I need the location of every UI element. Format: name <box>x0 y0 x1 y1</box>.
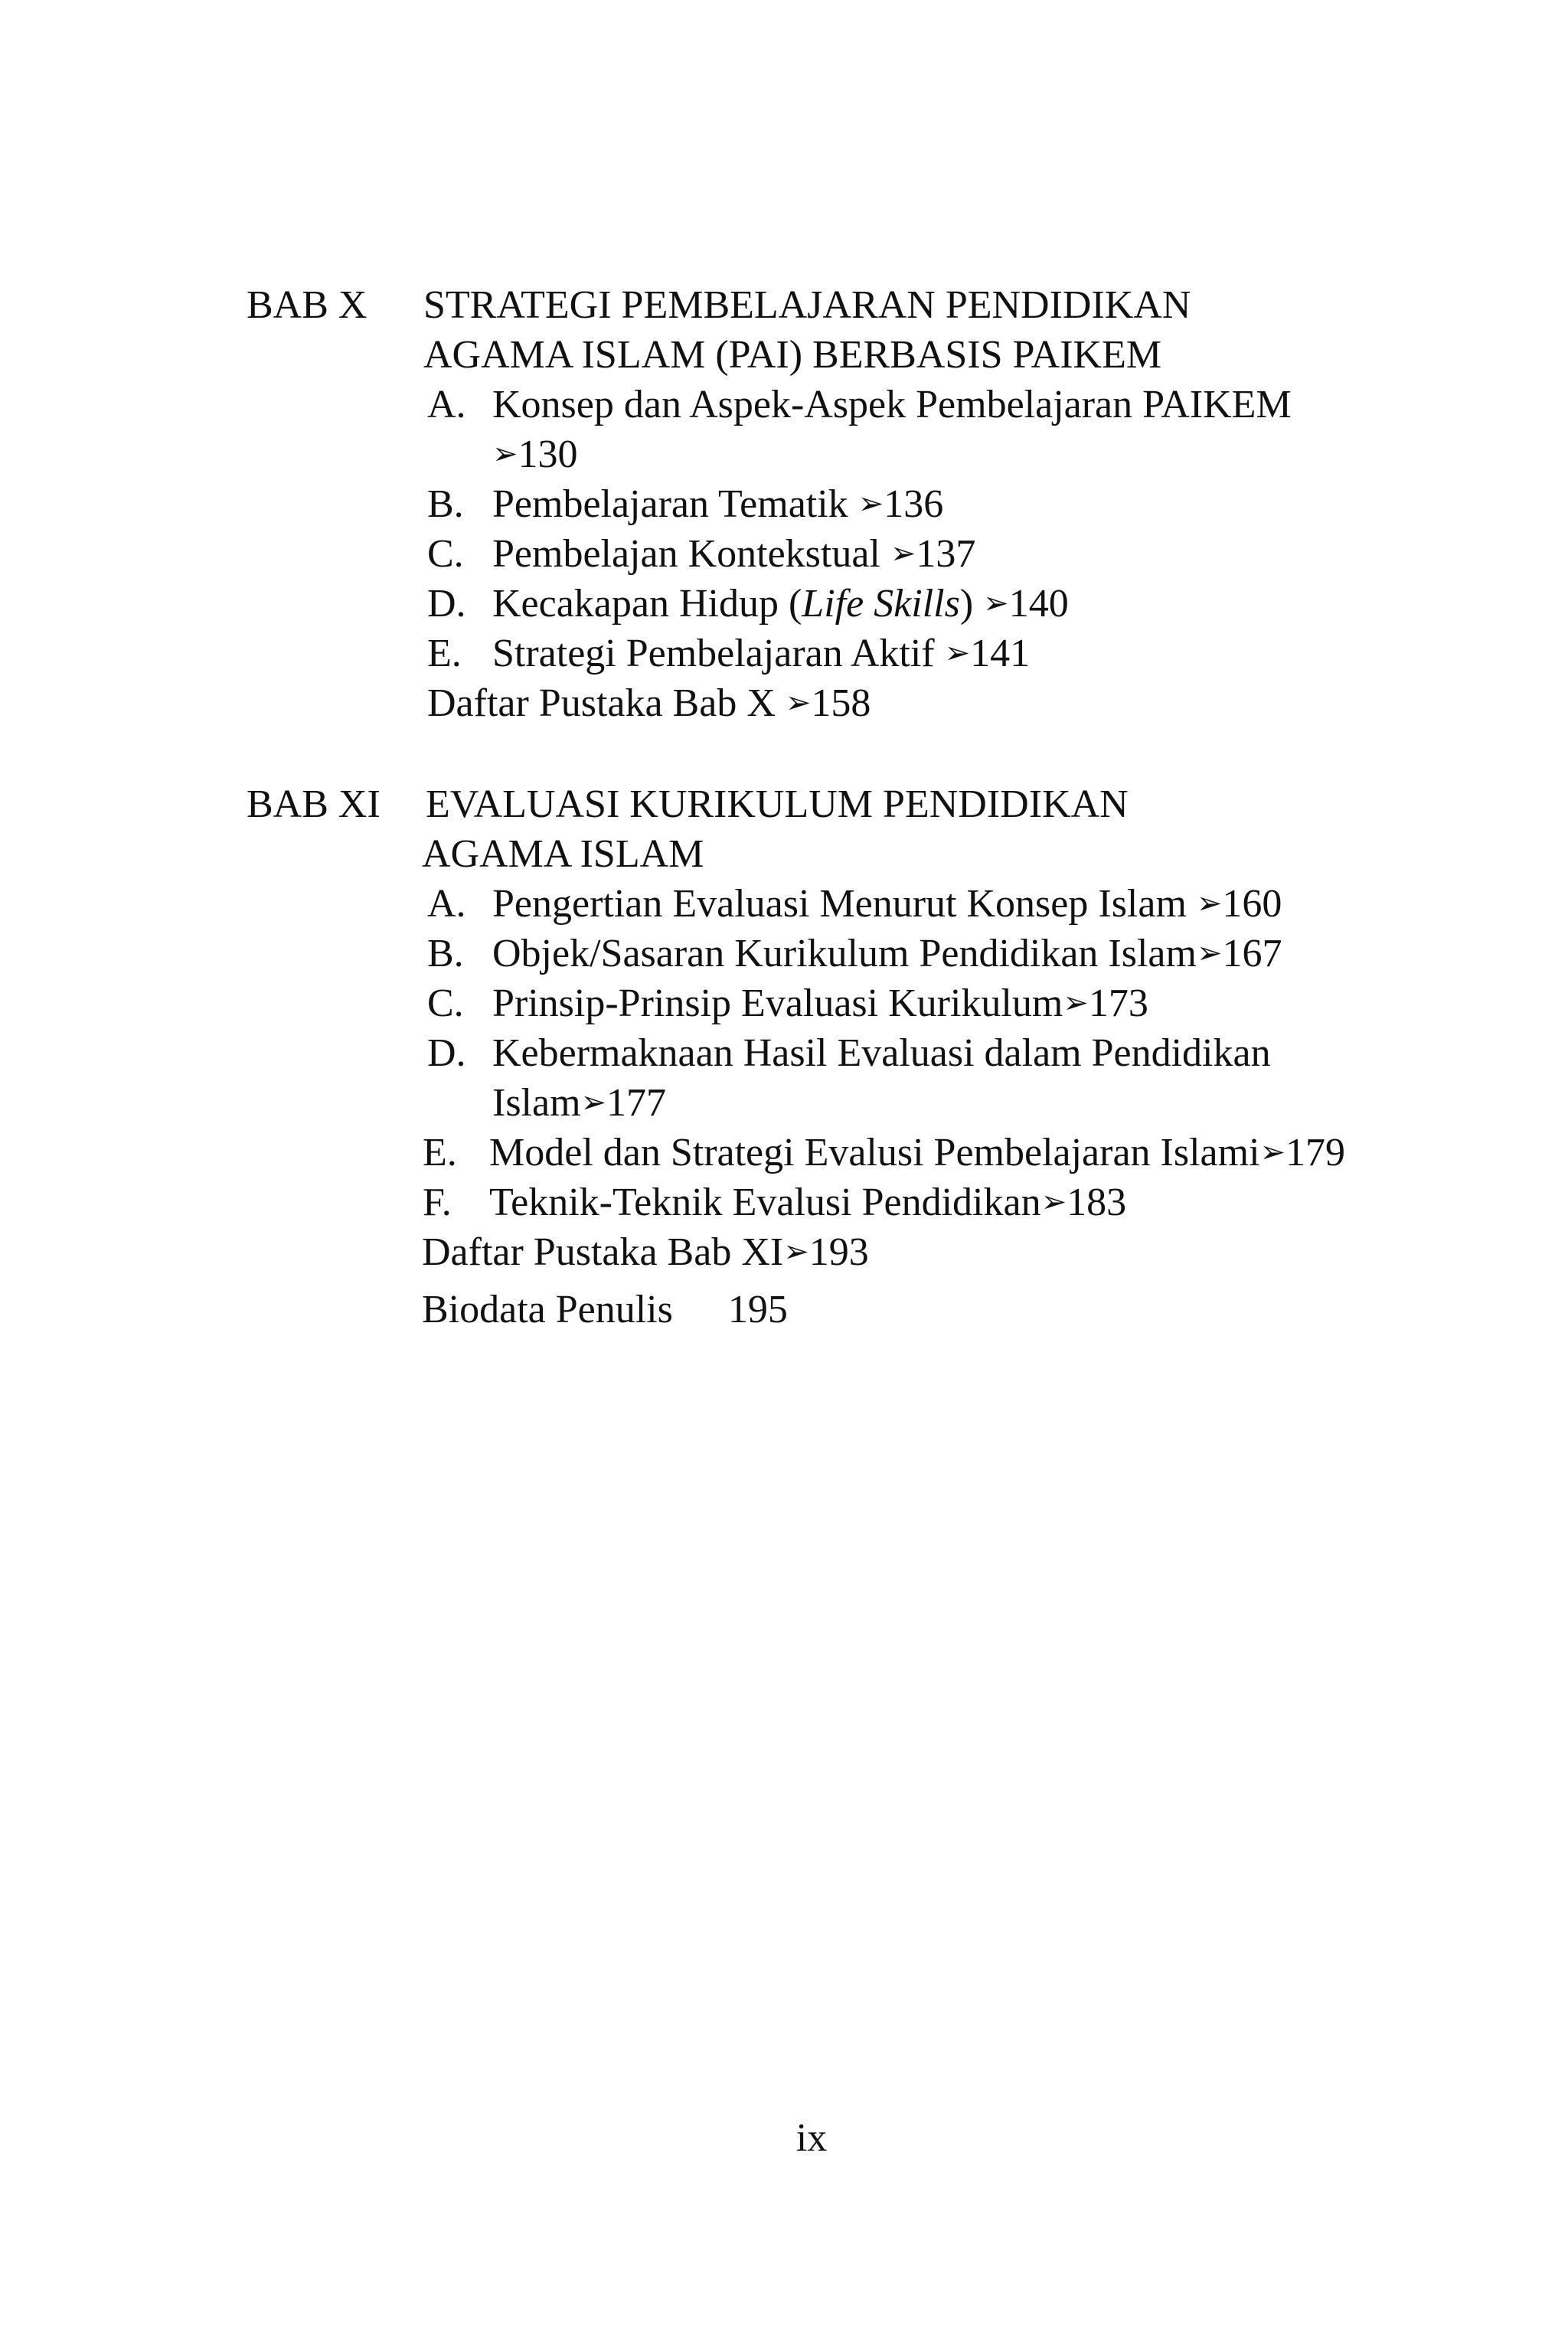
entry-page-number: 183 <box>1067 1181 1127 1224</box>
entry-title: Objek/Sasaran Kurikulum Pendidikan Islam <box>492 932 1197 975</box>
entry-title-end: ) <box>959 582 984 626</box>
entry-title: Pembelajan Kontekstual <box>492 532 890 576</box>
arrow-icon: ➢ <box>1196 936 1223 971</box>
entry-page-number: 160 <box>1222 882 1282 926</box>
entry-letter: D. <box>427 582 466 626</box>
toc-entry[interactable] <box>247 1028 1487 1128</box>
bibliography-page-number: 158 <box>811 681 871 725</box>
bibliography-page-number: 193 <box>808 1230 869 1274</box>
arrow-icon: ➢ <box>1196 886 1223 921</box>
entry-letter: E. <box>427 632 462 675</box>
entry-page-number: 140 <box>1008 582 1069 626</box>
chapter-xi-entries <box>247 879 1487 1227</box>
chapter-xi-section <box>247 779 1487 1334</box>
entry-title: Konsep dan Aspek-Aspek Pembelajaran PAIKEM <box>492 383 1292 426</box>
entry-letter: F. <box>423 1181 452 1224</box>
entry-letter: A. <box>427 882 466 926</box>
entry-letter: C. <box>427 982 464 1025</box>
chapter-heading <box>247 779 1487 829</box>
chapter-label: BAB X <box>247 283 368 327</box>
entry-letter: D. <box>427 1031 466 1075</box>
chapter-title-continued: AGAMA ISLAM <box>422 832 704 876</box>
entry-page-number: 179 <box>1285 1131 1346 1174</box>
chapter-x-section <box>247 280 1487 728</box>
entry-title: Model dan Strategi Evalusi Pembelajaran Islami <box>489 1131 1260 1174</box>
entry-title: Kebermaknaan Hasil Evaluasi dalam Pendidikan <box>492 1031 1271 1075</box>
entry-page-number: 136 <box>884 482 944 526</box>
arrow-icon: ➢ <box>785 685 812 720</box>
entry-title: Prinsip-Prinsip Evaluasi Kurikulum <box>492 982 1063 1025</box>
entry-page-number: 167 <box>1222 932 1282 975</box>
entry-letter: A. <box>427 383 466 426</box>
toc-entry[interactable] <box>247 579 1487 629</box>
toc-entry[interactable] <box>247 529 1487 579</box>
entry-page-number: 141 <box>970 632 1031 675</box>
arrow-icon: ➢ <box>1063 985 1089 1021</box>
toc-entry[interactable] <box>247 929 1487 978</box>
page-number: ix <box>795 2116 828 2160</box>
bibliography-title: Daftar Pustaka Bab X <box>427 681 786 725</box>
entry-title: Teknik-Teknik Evalusi Pendidikan <box>489 1181 1041 1224</box>
entry-letter: C. <box>427 532 464 576</box>
entry-letter: B. <box>427 482 464 526</box>
chapter-heading <box>247 280 1487 330</box>
arrow-icon: ➢ <box>983 586 1009 621</box>
entry-title-italic: Life Skills <box>802 582 960 626</box>
biodata-title: Biodata Penulis <box>422 1288 673 1331</box>
chapter-title: STRATEGI PEMBELAJARAN PENDIDIKAN <box>423 283 1191 327</box>
chapter-x-entries <box>247 380 1487 678</box>
toc-entry[interactable] <box>247 1128 1487 1178</box>
bibliography-title: Daftar Pustaka Bab XI <box>422 1230 784 1274</box>
chapter-label: BAB XI <box>247 782 381 826</box>
arrow-icon: ➢ <box>1259 1135 1286 1170</box>
bibliography-entry[interactable] <box>247 1227 1487 1277</box>
toc-entry[interactable] <box>247 1178 1487 1227</box>
toc-entry[interactable] <box>247 629 1487 678</box>
toc-entry[interactable] <box>247 380 1487 479</box>
entry-title-continued: Islam <box>492 1081 581 1125</box>
toc-entry[interactable] <box>247 879 1487 929</box>
arrow-icon: ➢ <box>858 486 884 521</box>
entry-title: Pengertian Evaluasi Menurut Konsep Islam <box>492 882 1197 926</box>
entry-page-number: 173 <box>1088 982 1148 1025</box>
entry-letter: E. <box>423 1131 457 1174</box>
chapter-title-continued: AGAMA ISLAM (PAI) BERBASIS PAIKEM <box>423 333 1162 377</box>
chapter-title: EVALUASI KURIKULUM PENDIDIKAN <box>426 782 1129 826</box>
arrow-icon: ➢ <box>944 635 971 671</box>
entry-page-number: 130 <box>518 433 578 476</box>
arrow-icon: ➢ <box>783 1234 809 1269</box>
entry-page-number: 137 <box>916 532 976 576</box>
toc-entry[interactable] <box>247 479 1487 529</box>
arrow-icon: ➢ <box>890 536 916 571</box>
arrow-icon: ➢ <box>580 1085 607 1120</box>
biodata-page-number: 195 <box>727 1288 788 1331</box>
biodata-entry[interactable] <box>247 1285 1487 1334</box>
entry-page-number: 177 <box>606 1081 667 1125</box>
arrow-icon: ➢ <box>492 436 518 472</box>
entry-title: Strategi Pembelajaran Aktif <box>492 632 945 675</box>
bibliography-entry[interactable] <box>247 678 1487 728</box>
entry-letter: B. <box>427 932 464 975</box>
toc-entry[interactable] <box>247 978 1487 1028</box>
arrow-icon: ➢ <box>1040 1184 1067 1220</box>
entry-title: Pembelajaran Tematik <box>492 482 858 526</box>
entry-title: Kecakapan Hidup ( <box>492 582 802 626</box>
